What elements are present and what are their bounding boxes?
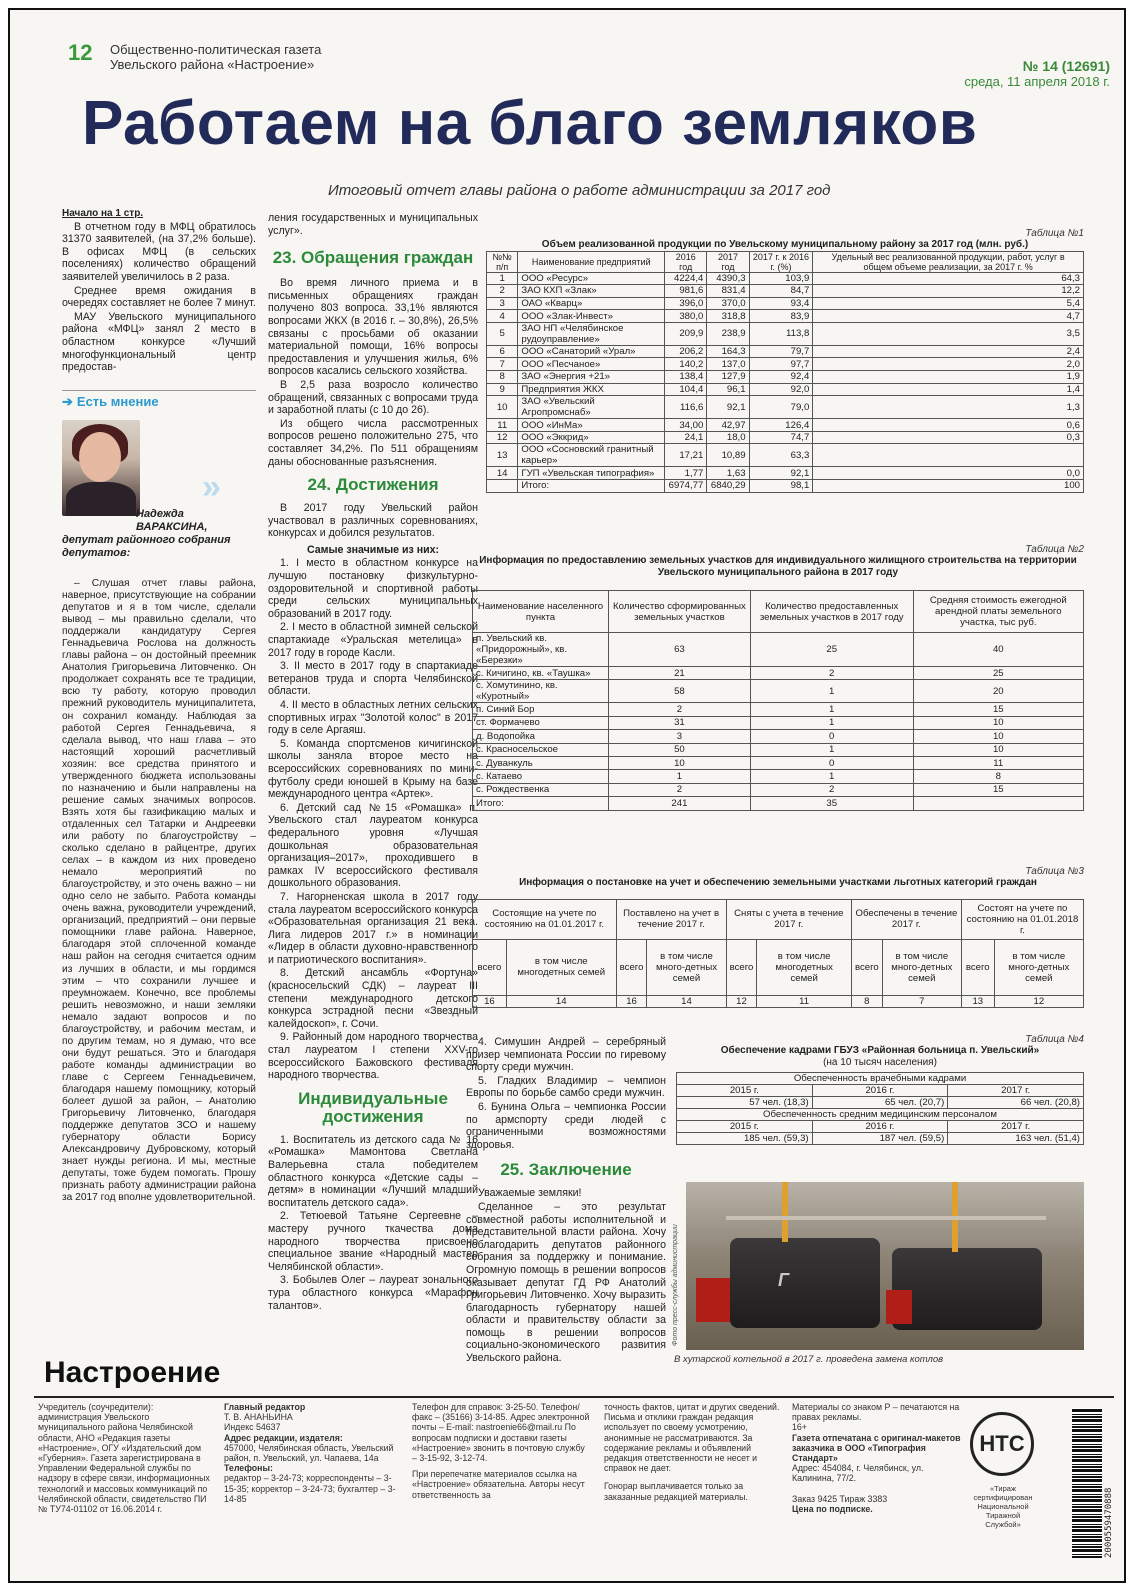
individual-achievements-heading: Индивидуальные достижения	[298, 1088, 448, 1126]
table-cell: 13	[961, 995, 994, 1007]
table-cell: 137,0	[707, 358, 749, 371]
table-cell: 185 чел. (59,3)	[677, 1133, 813, 1145]
paragraph: МАУ Увельского муниципального района «МФЦ» занял 2 место в областном конкурсе «Лучший многофункциональный центр предостав-	[62, 310, 256, 374]
table-cell: 127,9	[707, 371, 749, 384]
opinion-author	[136, 508, 256, 534]
table-cell: 15	[913, 703, 1083, 716]
table-cell: 34,00	[665, 419, 707, 432]
disclaimer-info: точность фактов, цитат и других сведений. Письма и отклики граждан редакция использует по своему усмотрению, анонимные не рассматриваются. За содержание рекламы и объявлений редакция ответственности не несет и справок не дает. Гонорар выплачивается только за заказанные редакцией материалы.	[604, 1402, 780, 1502]
table-cell: 13	[487, 444, 518, 467]
table-cell: 6	[487, 345, 518, 358]
paragraph: 2. Тетюевой Татьяне Сергеевне – мастеру ручного ткачества дома народного творчества присвоено специальное звание «Народный мастер Челябинской области».	[268, 1210, 478, 1273]
table-cell: 14	[506, 995, 616, 1007]
table-cell: ООО «Песчаное»	[518, 358, 665, 371]
table-row	[473, 743, 1084, 756]
table-cell: 0,6	[813, 419, 1084, 432]
table-cell: 209,9	[665, 322, 707, 345]
table-cell: ОАО «Кварц»	[518, 297, 665, 310]
table-cell: 18,0	[707, 431, 749, 444]
table-cell: 66 чел. (20,8)	[948, 1097, 1084, 1109]
table-row	[473, 703, 1084, 716]
table-cell: в том числе многодетных семей	[757, 939, 852, 995]
table-label: Таблица №2	[1025, 544, 1084, 555]
paragraph: В 2017 году Увельский район участвовал в различных соревнованиях, конкурсах и добился результатов.	[268, 502, 478, 540]
table-cell: 40	[913, 633, 1083, 667]
paragraph: 4. II место в областных летних сельских спортивных играх "Золотой колос" в 2017 году в селе Аргаяш.	[268, 699, 478, 737]
table-4	[676, 1034, 1084, 1145]
table-1-grid	[486, 251, 1084, 493]
table-cell: Состоят на учете по состоянию на 01.01.2018 г.	[961, 899, 1083, 939]
photo-caption: В хутарской котельной в 2017 г. проведена замена котлов	[674, 1354, 944, 1365]
opinion-title-text: Есть мнение	[76, 394, 159, 409]
table-cell: 318,8	[707, 310, 749, 323]
footer-divider	[34, 1396, 1114, 1398]
boiler-room-photo	[686, 1182, 1084, 1350]
table-title: Обеспечение кадрами ГБУЗ «Районная больница п. Увельский»	[720, 1045, 1040, 1056]
author-first-name: Надежда	[136, 508, 184, 520]
table-cell: 84,7	[749, 285, 813, 298]
author-last-name: ВАРАКСИНА,	[136, 521, 208, 533]
table-row	[473, 667, 1084, 680]
table-label: Таблица №3	[1025, 866, 1084, 877]
table-cell: с. Дуванкуль	[473, 756, 609, 769]
table-cell: 2017 г. к 2016 г. (%)	[749, 251, 813, 272]
opinion-title	[62, 391, 256, 416]
table-cell: 1,63	[707, 467, 749, 480]
newspaper-logo: Настроение	[44, 1356, 221, 1389]
paragraph: Сделанное – это результат совместной работы исполнительной и представительной власти района. Хочу поблагодарить депутатов районного собрания за поддержку и понимание. Огромную помощь в решении вопросов оказывает депутат ГД РФ Анатолий Григорьевич Литовченко. Хочу выразить благодарность губернатору нашей области и правительству области за помощь в решении вопросов социально-экономического развития Увельского района.	[466, 1200, 666, 1365]
print-info: Материалы со знаком Р – печатаются на правах рекламы. 16+ Газета отпечатана с оригинал-макетов заказчика в ООО «Типография Стандарт» Адрес: 454084, г. Челябинск, ул. Калинина, 77/2. Заказ 9425 Тираж 3383 Цена по подписке.	[792, 1402, 961, 1514]
table-cell: 5	[487, 322, 518, 345]
photo-credit: Фото пресс-службы администрации	[672, 1224, 679, 1346]
table-cell: 2016 год	[665, 251, 707, 272]
table-cell: 7	[882, 995, 961, 1007]
table-cell: 163 чел. (51,4)	[948, 1133, 1084, 1145]
table-cell: 92,0	[749, 383, 813, 396]
table-row	[487, 383, 1084, 396]
table-cell: 92,1	[707, 396, 749, 419]
table-cell: 42,97	[707, 419, 749, 432]
table-cell: 7	[487, 358, 518, 371]
table-cell: в том числе много-детных семей	[647, 939, 726, 995]
paragraph: Во время личного приема и в письменных обращениях граждан получено 803 вопроса. 33,1% являются вопросами ЖКХ (в 2016 г. – 30,8%), 26,5% связаны с просьбами об оказании материальной помощи, 16% вопросы предоставления и улучшения жилья, 6% вопросов касались сельского хозяйства.	[268, 277, 478, 378]
paragraph: В 2,5 раза возросло количество обращений, связанных с вопросами труда и заработной платы (с 10 до 26).	[268, 378, 478, 417]
table-3	[472, 866, 1084, 1008]
table-2-grid	[472, 590, 1084, 811]
table-cell: 25	[913, 667, 1083, 680]
table-label: Таблица №1	[1025, 228, 1084, 239]
table-title: Информация о постановке на учет и обеспечению земельными участками льготных категорий граждан	[519, 877, 1037, 888]
table-cell: 2017 г.	[948, 1121, 1084, 1133]
headline: Работаем на благо земляков	[82, 89, 978, 158]
table-title: Информация по предоставлению земельных участков для индивидуального жилищного строительства на территории Увельского муниципального района в 2017 году	[479, 555, 1077, 578]
table-cell: ООО «Ресурс»	[518, 272, 665, 285]
arrow-right-icon: ➔	[62, 394, 73, 409]
table-cell: 16	[616, 995, 647, 1007]
table-cell: п. Увельский кв. «Придорожный», кв. «Березки»	[473, 633, 609, 667]
table-cell: 74,7	[749, 431, 813, 444]
table-cell: Обеспечены в течение 2017 г.	[851, 899, 961, 939]
table-cell: 2015 г.	[677, 1085, 813, 1097]
table-cell: 4224,4	[665, 272, 707, 285]
table-cell: 10	[487, 396, 518, 419]
table-cell: с. Рождественка	[473, 783, 609, 796]
paragraph: Среднее время ожидания в очередях составляет не более 7 минут.	[62, 284, 256, 310]
table-cell: 10	[608, 756, 750, 769]
table-cell: с. Кичигино, кв. «Таушка»	[473, 667, 609, 680]
portrait-photo	[62, 420, 140, 516]
table-3-grid	[472, 899, 1084, 1008]
opinion-box	[62, 390, 256, 416]
table-cell: Состоящие на учете по состоянию на 01.01.2017 г.	[473, 899, 617, 939]
table-cell: 12	[487, 431, 518, 444]
table-cell: 17,21	[665, 444, 707, 467]
table-row	[487, 297, 1084, 310]
table-cell: 2	[608, 703, 750, 716]
table-cell: с. Красносельское	[473, 743, 609, 756]
table-cell: ст. Формачево	[473, 716, 609, 729]
table-cell: 1,9	[813, 371, 1084, 384]
table-cell: 14	[647, 995, 726, 1007]
table-cell: 4390,3	[707, 272, 749, 285]
paragraph: 2. I место в областной зимней сельской спартакиаде «Уральская метелица» в 2017 году в городе Касли.	[268, 621, 478, 659]
table-row	[487, 322, 1084, 345]
table-cell: 8	[851, 995, 882, 1007]
table-cell: 1	[750, 743, 913, 756]
table-cell: 981,6	[665, 285, 707, 298]
table-cell: 831,4	[707, 285, 749, 298]
table-row	[487, 285, 1084, 298]
pub-line-1: Общественно-политическая газета	[110, 42, 322, 57]
table-cell: 2017 год	[707, 251, 749, 272]
table-cell: 9	[487, 383, 518, 396]
table-cell: ООО «Эккрид»	[518, 431, 665, 444]
table-cell: 20	[913, 680, 1083, 703]
table-1	[486, 228, 1084, 493]
subheading: Самые значимые из них:	[306, 543, 440, 556]
table-cell: 10	[913, 716, 1083, 729]
table-cell: 10	[913, 743, 1083, 756]
table-cell: Обеспеченность средним медицинским персоналом	[677, 1109, 1084, 1121]
table-cell: 21	[608, 667, 750, 680]
circulation-seal-icon: НТС	[970, 1412, 1034, 1476]
chevron-right-icon: »	[202, 468, 221, 506]
table-row	[487, 310, 1084, 323]
table-cell: Итого:	[518, 480, 665, 493]
table-cell: 3,5	[813, 322, 1084, 345]
barcode-icon	[1072, 1408, 1102, 1558]
table-cell: всего	[726, 939, 757, 995]
table-cell: Средняя стоимость ежегодной арендной платы земельного участка, тыс руб.	[913, 591, 1083, 633]
table-cell: 2	[608, 783, 750, 796]
table-row	[473, 783, 1084, 796]
table-row	[473, 633, 1084, 667]
table-cell: 11	[487, 419, 518, 432]
paragraph: 3. Бобылев Олег – лауреат зонального тура областного конкурса «Марафон талантов».	[268, 1274, 478, 1312]
table-cell: 0	[750, 756, 913, 769]
table-cell: 380,0	[665, 310, 707, 323]
table-cell: 5,4	[813, 297, 1084, 310]
page-number: 12	[68, 40, 93, 65]
table-cell: 4,7	[813, 310, 1084, 323]
table-row	[487, 444, 1084, 467]
paragraph: 6. Бунина Ольга – чемпионка России по армспорту среди людей с ограниченными возможностями здоровья.	[466, 1100, 666, 1151]
table-cell: 2,4	[813, 345, 1084, 358]
contact-info: Телефон для справок: 3-25-50. Телефон/факс – (35166) 3-14-85. Адрес электронной почты – E-mail: nastroenie66@mail.ru По вопросам подписки и доставки газеты «Настроение» звонить в почтовую службу – 3-15-92, 3-12-74. При перепечатке материалов ссылка на «Настроение» обязательна. Авторы несут ответственность за	[412, 1402, 590, 1500]
table-cell: 1,77	[665, 467, 707, 480]
table-cell: всего	[473, 939, 507, 995]
table-cell: 97,7	[749, 358, 813, 371]
table-cell: 113,8	[749, 322, 813, 345]
table-cell: 104,4	[665, 383, 707, 396]
table-cell: Обеспеченность врачебными кадрами	[677, 1073, 1084, 1085]
table-cell: 64,3	[813, 272, 1084, 285]
table-label: Таблица №4	[1025, 1034, 1084, 1045]
section-24-heading: 24. Достижения	[307, 475, 439, 495]
table-cell: 1	[487, 272, 518, 285]
table-cell: 96,1	[707, 383, 749, 396]
table-cell: 3	[487, 297, 518, 310]
table-cell: 103,9	[749, 272, 813, 285]
paragraph: Из общего числа рассмотренных вопросов решено положительно 275, что составляет 34,2%. По 511 обращениям даны обоснованные разъяснения.	[268, 417, 478, 468]
table-cell: 16	[473, 995, 507, 1007]
paragraph: В отчетном году в МФЦ обратилось 31370 заявителей, (на 37,2% больше). В офисах МФЦ (в сельских поселениях) количество обращений заявителей увеличилось в 2 раза.	[62, 220, 256, 283]
table-cell: 187 чел. (59,5)	[812, 1133, 948, 1145]
table-row	[487, 467, 1084, 480]
table-row	[473, 797, 1084, 810]
table-cell: 238,9	[707, 322, 749, 345]
section-25-heading: 25. Заключение	[500, 1160, 632, 1180]
table-row	[473, 730, 1084, 743]
table-cell: всего	[961, 939, 994, 995]
table-cell: 10,89	[707, 444, 749, 467]
table-cell: всего	[616, 939, 647, 995]
table-cell: с. Хомутинино, кв. «Куротный»	[473, 680, 609, 703]
editor-info: Главный редактор Т. В. АНАНЬИНА Индекс 54637 Адрес редакции, издателя: 457000, Челябинская область, Увельский район, п. Увельский, ул. Чапаева, 14а Телефоны: редактор – 3-24-73; корреспонденты – 3-15-35; корректор – 3-24-73; бухгалтер – 3-14-85	[224, 1402, 396, 1504]
table-cell: ЗАО «Увельский Агропромснаб»	[518, 396, 665, 419]
table-cell: 24,1	[665, 431, 707, 444]
table-cell: 164,3	[707, 345, 749, 358]
table-cell: 140,2	[665, 358, 707, 371]
issue-date: среда, 11 апреля 2018 г.	[964, 74, 1110, 89]
newspaper-page	[8, 8, 1126, 1583]
table-cell: Сняты с учета в течение 2017 г.	[726, 899, 851, 939]
table-cell: 83,9	[749, 310, 813, 323]
table-cell: 6974,77	[665, 480, 707, 493]
table-cell: 100	[813, 480, 1084, 493]
table-row	[487, 396, 1084, 419]
table-cell: 126,4	[749, 419, 813, 432]
table-cell: ЗАО НП «Челябинское рудоуправление»	[518, 322, 665, 345]
table-cell: п. Синий Бор	[473, 703, 609, 716]
table-cell: 35	[750, 797, 913, 810]
table-row	[473, 770, 1084, 783]
table-cell: Удельный вес реализованной продукции, работ, услуг в общем объеме реализации, за 2017 г. %	[813, 251, 1084, 272]
table-cell: 0,3	[813, 431, 1084, 444]
table-cell	[813, 444, 1084, 467]
table-cell: 1,3	[813, 396, 1084, 419]
table-cell: 1	[750, 680, 913, 703]
table-cell: ООО «Злак-Инвест»	[518, 310, 665, 323]
table-cell: 4	[487, 310, 518, 323]
table-cell: ООО «ИнМа»	[518, 419, 665, 432]
table-cell: 116,6	[665, 396, 707, 419]
table-row	[487, 371, 1084, 384]
table-cell: 370,0	[707, 297, 749, 310]
table-cell: Предприятия ЖКХ	[518, 383, 665, 396]
table-cell: 1	[750, 703, 913, 716]
table-cell: 11	[757, 995, 852, 1007]
table-cell: ЗАО КХП «Злак»	[518, 285, 665, 298]
paragraph: 1. Воспитатель из детского сада № 16 «Ромашка» Мамонтова Светлана Валерьевна стала победителем областного конкурса «Детские сады – детям» в номинации «Лучший младший воспитатель детского сада».	[268, 1133, 478, 1209]
paragraph: 3. II место в 2017 году в спартакиаде ветеранов труда и спорта Челябинской области.	[268, 660, 478, 698]
boiler-brand-mark: Г	[778, 1270, 790, 1290]
table-cell: 12	[726, 995, 757, 1007]
founder-info: Учредитель (соучредители): администрация Увельского муниципального района Челябинской области, АНО «Редакция газеты «Настроение», ОГУ «Издательский дом «Губерния». Газета зарегистрирована в Управлении Федеральной службы по надзору в сфере связи, информационных технологий и массовых коммуникаций по Челябинской области, свидетельство ПИ № ТУ74-01102 от 16.06.2014 г.	[38, 1402, 210, 1515]
table-cell: ООО «Сосновский гранитный карьер»	[518, 444, 665, 467]
paragraph: Уважаемые земляки!	[478, 1187, 582, 1200]
column-3	[466, 1036, 666, 1366]
column-2	[268, 212, 478, 1313]
table-row	[487, 358, 1084, 371]
paragraph: 7. Нагорненская школа в 2017 году стала лауреатом всероссийского конкурса «Образовательная организация 21 века. Лига лидеров 2017 г.» в номинации «Лидер в области духовно-нравственного и патриотического воспитания».	[268, 890, 478, 966]
table-cell: 2	[750, 783, 913, 796]
table-row	[487, 431, 1084, 444]
table-cell: 79,0	[749, 396, 813, 419]
table-row	[487, 480, 1084, 493]
table-cell: 93,4	[749, 297, 813, 310]
paragraph: 4. Симушин Андрей – серебряный призер чемпионата России по гиревому спорту среди мужчин.	[466, 1036, 666, 1074]
table-cell: 12,2	[813, 285, 1084, 298]
paragraph: 9. Районный дом народного творчества стал лауреатом I степени XXV-го всероссийского Бажовского фестиваля народного творчества.	[268, 1031, 478, 1082]
table-cell: Количество предоставленных земельных участков в 2017 году	[750, 591, 913, 633]
subheadline: Итоговый отчет главы района о работе администрации за 2017 год	[328, 182, 831, 199]
table-cell: 3	[608, 730, 750, 743]
table-cell: 65 чел. (20,7)	[812, 1097, 948, 1109]
table-row	[473, 716, 1084, 729]
table-row	[487, 345, 1084, 358]
table-cell: в том числе многодетных семей	[506, 939, 616, 995]
table-cell: 138,4	[665, 371, 707, 384]
table-cell: Поставлено на учет в течение 2017 г.	[616, 899, 726, 939]
paragraph: 5. Команда спортсменов кичигинской школы заняла второе место на всероссийских соревнованиях по мини-футболу среди юношей в Крыму на базе международного центра «Артек».	[268, 737, 478, 801]
table-cell: 10	[913, 730, 1083, 743]
continued-label: Начало на 1 стр.	[62, 208, 144, 219]
table-cell: 1	[750, 716, 913, 729]
table-cell: 11	[913, 756, 1083, 769]
table-cell: 57 чел. (18,3)	[677, 1097, 813, 1109]
section-23-heading: 23. Обращения граждан	[272, 248, 474, 268]
table-title: Объем реализованной продукции по Увельскому муниципальному району за 2017 год (млн. руб.)	[541, 239, 1029, 250]
table-cell: 2	[487, 285, 518, 298]
table-row	[473, 756, 1084, 769]
column-1	[62, 208, 256, 375]
table-cell: 0,0	[813, 467, 1084, 480]
table-cell: 1	[608, 770, 750, 783]
table-cell: 2	[750, 667, 913, 680]
table-cell: 206,2	[665, 345, 707, 358]
table-row	[487, 419, 1084, 432]
table-cell: ООО «Санаторий «Урал»	[518, 345, 665, 358]
table-row	[473, 680, 1084, 703]
table-cell: 12	[994, 995, 1083, 1007]
table-cell: 15	[913, 783, 1083, 796]
table-cell: 0	[750, 730, 913, 743]
table-cell: в том числе много-детных семей	[882, 939, 961, 995]
table-cell: 8	[913, 770, 1083, 783]
paragraph: 6. Детский сад №15 «Ромашка» п. Увельского стал лауреатом конкурса федерального уровня «Лучшая дошкольная образовательная организация–2017», проходившего в рамках IV всероссийского фестиваля дошкольного образования.	[268, 801, 478, 890]
table-cell: Итого:	[473, 797, 609, 810]
author-role: депутат районного собрания депутатов:	[62, 534, 231, 559]
table-cell	[913, 797, 1083, 810]
circulation-note: «Тираж сертифицирован Национальной Тиражной Службой»	[973, 1484, 1033, 1529]
issue-number: № 14 (12691)	[1022, 58, 1110, 74]
table-cell: 2,0	[813, 358, 1084, 371]
table-cell: 241	[608, 797, 750, 810]
table-cell: 396,0	[665, 297, 707, 310]
opinion-text: – Слушая отчет главы района, наверное, присутствующие на собрании депутатов и я в том числе, сделали вывод – мы правильно сделали, что поддержали кандидатуру Сергея Геннадьевича Рослова на должность главы района – он достойный преемник Анатолия Григорьевича Литовченко. Он продолжает сохранять все те традиции, всю ту работу, которую проводил прежний руководитель муниципалитета, он сохранил команду. Наблюдая за работой Сергея Геннадьевича, я сделала вывод, что наш глава – это настоящий хороший расчетливый хозяин: все средства принятого и утвержденного бюджета использованы по назначению и были направлены на решение самых значимых вопросов. Взять хотя бы газификацию малых и отдаленных сел Татарки и Андреевки или работу по благоустройству – сколько сделано в райцентре, других селах – в каждом из них проведено немало мероприятий по благоустройству, и это очень важно – ни одно село не забыто. Работа команды очень важна, руководители учреждений, организаций, предприятий – они первые помощники главе района. Наверное, благодаря этой сплоченной команде наш район на сегодня считается одним из лучших в области, и мы гордимся этим – что сохранили лучшее и преумножаем. Конечно, все проблемы решить невозможно, и наши земляки немало задают вопросов и по благоустройству, и рабочим местам, и по другим темам, но я думаю, что все они будут решаться. Это и благодаря работе команды администрации во главе с Сергеем Геннадьевичем, благодаря нашему помощнику, который болеет душой за район, – Анатолию Григорьевичу Литовченко, благодаря поддержке депутатов ЗСО и нашему губернатору области Борису Александровичу Дубровскому, который знает нужды региона. И мы, местные депутаты, тоже будем помогать. Прошу признать работу администрации района за 2017 год вполне удовлетворительной.	[62, 578, 256, 1204]
paragraph: 5. Гладких Владимир – чемпион Европы по борьбе самбо среди мужчин.	[466, 1074, 666, 1100]
table-cell: в том числе много-детных семей	[994, 939, 1083, 995]
table-cell: 1,4	[813, 383, 1084, 396]
table-4-grid	[676, 1072, 1084, 1145]
table-cell: Наименование населенного пункта	[473, 591, 609, 633]
table-cell: ЗАО «Энергия +21»	[518, 371, 665, 384]
table-cell: всего	[851, 939, 882, 995]
table-cell: Количество сформированных земельных участков	[608, 591, 750, 633]
table-cell: 63,3	[749, 444, 813, 467]
table-row	[487, 272, 1084, 285]
table-cell: 31	[608, 716, 750, 729]
table-cell: 92,1	[749, 467, 813, 480]
table-subtitle: (на 10 тысяч населения)	[823, 1056, 937, 1068]
paragraph: ления государственных и муниципальных услуг».	[268, 212, 478, 237]
table-cell: 8	[487, 371, 518, 384]
table-cell: 2015 г.	[677, 1121, 813, 1133]
table-cell: 6840,29	[707, 480, 749, 493]
table-cell: 92,4	[749, 371, 813, 384]
table-cell: 58	[608, 680, 750, 703]
table-cell: ГУП «Увельская типография»	[518, 467, 665, 480]
table-cell: 1	[750, 770, 913, 783]
pub-line-2: Увельского района «Настроение»	[110, 57, 315, 72]
table-cell: с. Катаево	[473, 770, 609, 783]
paragraph: 8. Детский ансамбль «Фортуна» (красносельский СДК) – лауреат III степени международного детского конкурса эстрадной песни «Звездный калейдоскоп», г. Сочи.	[268, 967, 478, 1030]
table-cell: 2017 г.	[948, 1085, 1084, 1097]
table-cell: Наименование предприятий	[518, 251, 665, 272]
publication-name	[110, 42, 321, 72]
table-cell: 98,1	[749, 480, 813, 493]
barcode-number: 2000559470888	[1104, 1487, 1114, 1558]
table-cell: 63	[608, 633, 750, 667]
table-2	[472, 544, 1084, 811]
table-cell	[487, 480, 518, 493]
table-cell: 2016 г.	[812, 1121, 948, 1133]
table-cell: 25	[750, 633, 913, 667]
table-cell: 50	[608, 743, 750, 756]
table-cell: 79,7	[749, 345, 813, 358]
table-cell: 2016 г.	[812, 1085, 948, 1097]
paragraph: 1. I место в областном конкурсе на лучшую постановку физкультурно-оздоровительной и спортивной работы среди сельских муниципальных образований в 2017 году.	[268, 557, 478, 620]
table-cell: №№ п/п	[487, 251, 518, 272]
table-cell: д. Водопойка	[473, 730, 609, 743]
table-cell: 14	[487, 467, 518, 480]
